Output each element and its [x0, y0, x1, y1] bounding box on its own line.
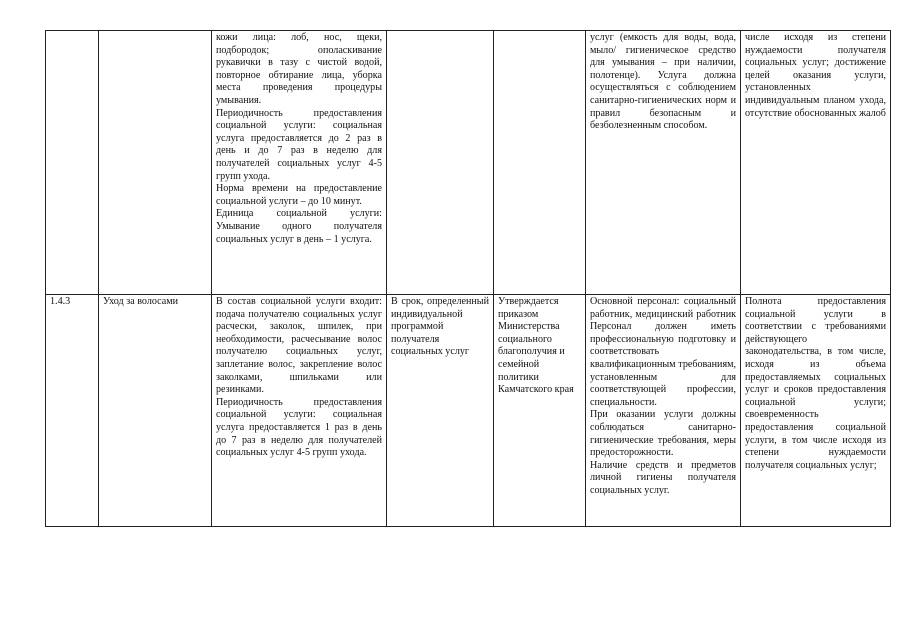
cell-term: В срок, определенный индивидуальной программой получателя социальных услуг: [387, 295, 494, 527]
cell-service-name: [99, 31, 212, 295]
content-paragraph: Периодичность предоставления социальной услуги: социальная услуга предоставляется 1 раз в день до 7 раз в неделю для получателей социальных услуг 4-5 групп ухода.: [216, 396, 382, 459]
table-row: [46, 31, 891, 295]
cell-service-content: [212, 295, 387, 527]
cell-conditions: услуг (емкость для воды, вода, мыло/ гигиеническое средство для умывания – при наличии, полотенце). Услуга должна осуществляться с соблюдением санитарно-гигиенических норм и правил безопасным и безболезненным способом.: [586, 31, 741, 295]
conditions-paragraph: При оказании услуги должны соблюдаться санитарно-гигиенические требования, меры предосторожности.: [590, 409, 736, 459]
cell-standard: Утверждается приказом Министерства социального благополучия и семейной политики Камчатского края: [494, 295, 586, 527]
conditions-paragraph: Наличие средств и предметов личной гигиены получателя социальных услуг.: [590, 459, 736, 496]
content-paragraph: Единица социальной услуги: Умывание одного получателя социальных услуг в день – 1 услуга.: [216, 208, 382, 245]
content-paragraph: Норма времени на предоставление социальной услуги – до 10 минут.: [216, 183, 382, 207]
conditions-paragraph: Основной персонал: социальный работник, медицинский работник Персонал должен иметь профессиональную подготовку и соответствовать квалификационным требованиям, установленным для соответствующей профессии, специальности.: [590, 296, 736, 408]
cell-conditions: [586, 295, 741, 527]
cell-number: 1.4.3: [46, 295, 99, 527]
content-paragraph: Периодичность предоставления социальной услуги: социальная услуга предоставляется до 2 раз в день и до 7 раз в неделю для получателей социальных услуг 4-5 групп ухода.: [216, 107, 382, 182]
table-row: [46, 295, 891, 527]
cell-number: [46, 31, 99, 295]
cell-service-name: Уход за волосами: [99, 295, 212, 527]
content-paragraph: В состав социальной услуги входит: подача получателю социальных услуг расчески, заколок, шпилек, при необходимости, расчесывание волос получателю социальных услуг, заплетание волос, закрепление волос заколками, шпильками или резинками.: [216, 296, 382, 396]
cell-quality-indicators: числе исходя из степени нуждаемости получателя социальных услуг; достижение целей оказания услуги, установленных индивидуальным планом ухода, отсутствие обоснованных жалоб: [741, 31, 891, 295]
services-table: [45, 30, 891, 527]
cell-term: [387, 31, 494, 295]
cell-service-content: [212, 31, 387, 295]
cell-standard: [494, 31, 586, 295]
content-paragraph: кожи лица: лоб, нос, щеки, подбородок; ополаскивание рукавички в тазу с чистой водой, повторное обтирание лица, уборка места проведения процедуры умывания.: [216, 32, 382, 106]
cell-quality-indicators: Полнота предоставления социальной услуги в соответствии с требованиями действующего законодательства, в том числе, исходя из объема предоставляемых социальных услуг и сроков предоставления социальной услуги; своевременность предоставления социальной услуги, в том числе исходя из степени нуждаемости получателя социальных услуг;: [741, 295, 891, 527]
